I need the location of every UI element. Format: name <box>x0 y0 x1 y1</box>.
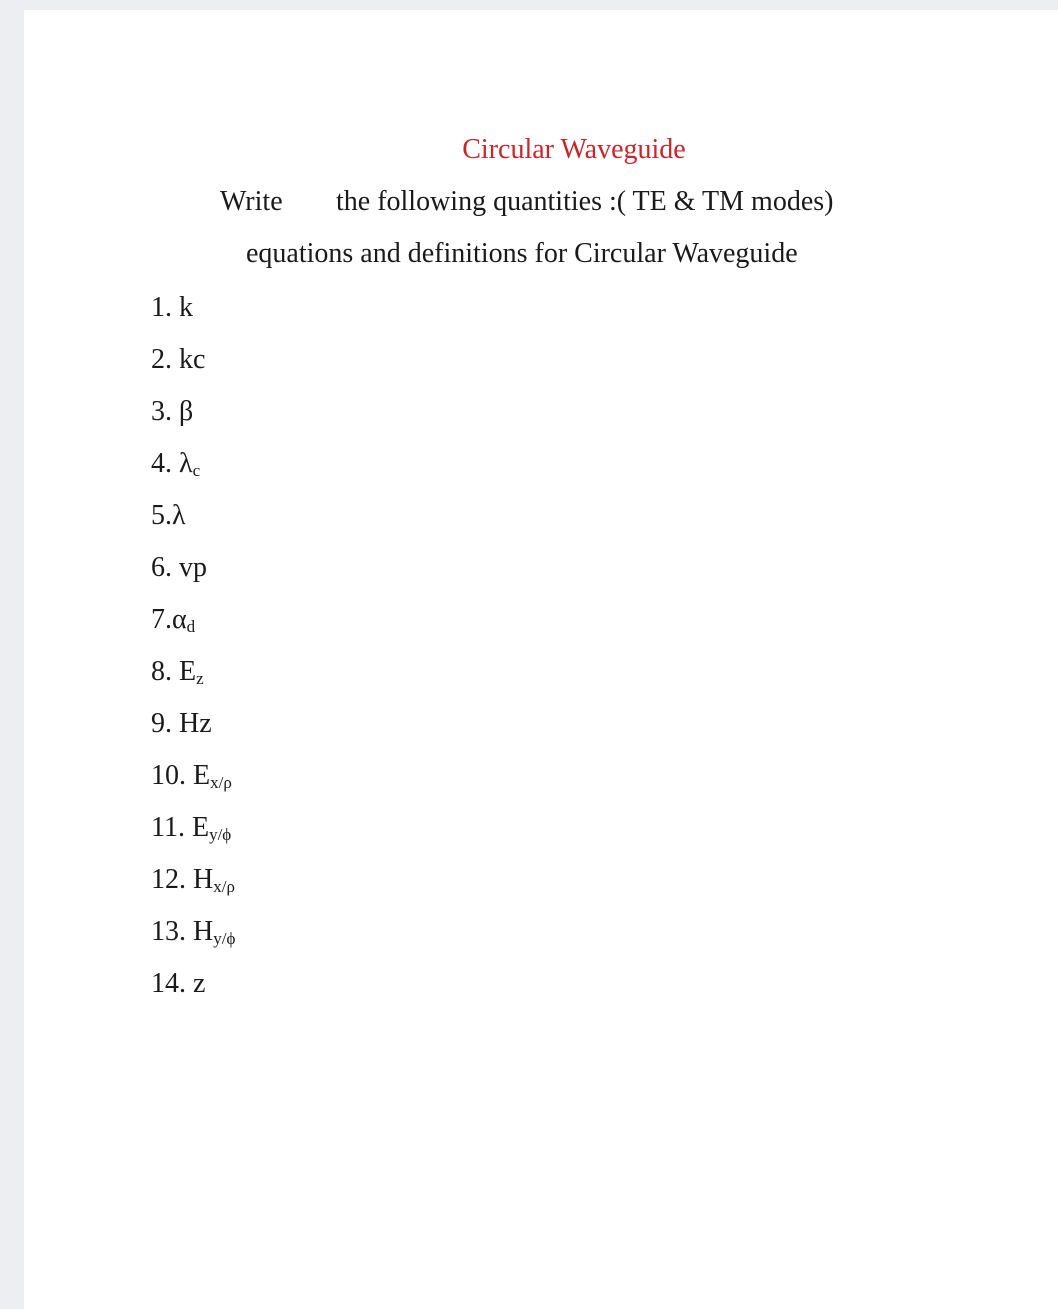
instruction-line-2: equations and definitions for Circular Waveguide <box>246 238 798 269</box>
list-item-2: 2. kc <box>151 344 206 375</box>
list-item-7: $7.\alpha_d$ <box>151 604 196 636</box>
list-item-11: 11. $E_{y/\phi}$ <box>151 812 232 844</box>
document-page <box>24 10 1058 1309</box>
list-item-12: 12. $H_{x/\rho}$ <box>151 864 235 896</box>
list-item-5: 5.λ <box>151 500 186 531</box>
list-item-3: 3. β <box>151 396 194 427</box>
list-item-9: 9. Hz <box>151 708 212 739</box>
list-item-10: 10. $E_{x/\rho}$ <box>151 760 232 792</box>
list-item-1: 1. k <box>151 292 193 323</box>
instruction-rest: the following quantities :( TE & TM modes) <box>336 186 834 217</box>
list-item-8: 8. $E_z$ <box>151 656 204 688</box>
list-item-13: 13. $H_{y/\phi}$ <box>151 916 236 948</box>
list-item-6: 6. vp <box>151 552 207 583</box>
list-item-14: 14. z <box>151 968 206 999</box>
list-item-4: 4. $\lambda_c$ <box>151 448 201 480</box>
document-title: Circular Waveguide <box>462 134 686 165</box>
instruction-word: Write <box>220 186 283 217</box>
